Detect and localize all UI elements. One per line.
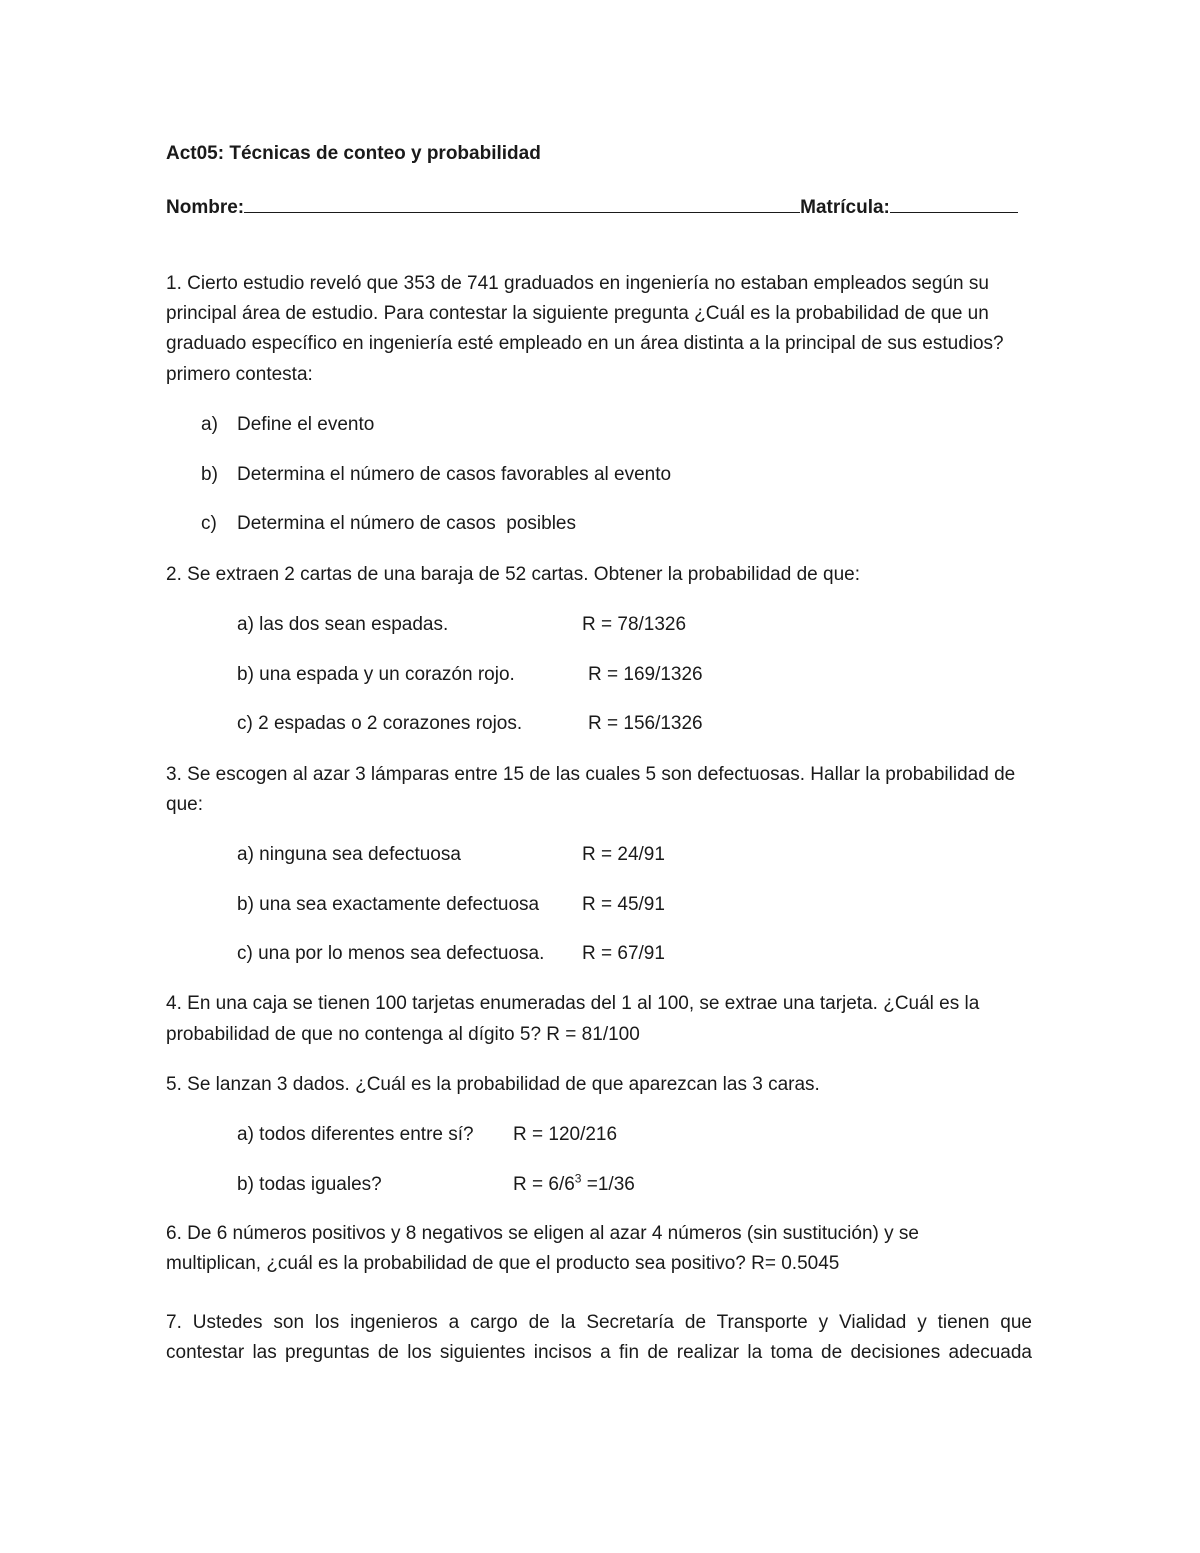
- q7-number: 7.: [166, 1312, 182, 1333]
- q1-item-a-text: Define el evento: [237, 414, 375, 435]
- nombre-blank: [244, 194, 800, 213]
- q5-item-b-text: b) todas iguales?: [237, 1174, 382, 1195]
- document-title: Act05: Técnicas de conteo y probabilidad: [166, 143, 541, 164]
- q3-item-a-text: a) ninguna sea defectuosa: [237, 844, 461, 865]
- q1-item-b-text: Determina el número de casos favorables al evento: [237, 464, 672, 485]
- nombre-label: Nombre:: [166, 197, 245, 218]
- q6-line-1: 6. De 6 números positivos y 8 negativos se eligen al azar 4 números (sin sustitución) y se: [166, 1223, 919, 1244]
- q2-line: 2. Se extraen 2 cartas de una baraja de 52 cartas. Obtener la probabilidad de que:: [166, 564, 860, 585]
- q1-line-1: 1. Cierto estudio reveló que 353 de 741 graduados en ingeniería no estaban empleados según su: [166, 273, 989, 294]
- q4-number: 4.: [166, 993, 182, 1014]
- q1-line-2: principal área de estudio. Para contestar la siguiente pregunta ¿Cuál es la probabilidad de que un: [166, 303, 989, 324]
- q2-item-c-text: c) 2 espadas o 2 corazones rojos.: [237, 713, 523, 734]
- q2-item-c-answer: R = 156/1326: [588, 713, 703, 734]
- q3-item-a-answer: R = 24/91: [582, 844, 665, 865]
- q5-item-a-answer: R = 120/216: [513, 1124, 618, 1145]
- q3-item-c-text: c) una por lo menos sea defectuosa.: [237, 943, 545, 964]
- matricula-label: Matrícula:: [800, 197, 890, 218]
- q3-item-c-answer: R = 67/91: [582, 943, 665, 964]
- q2-item-a-text: a) las dos sean espadas.: [237, 614, 449, 635]
- q3-item-b-text: b) una sea exactamente defectuosa: [237, 894, 540, 915]
- q3-line-1: 3. Se escogen al azar 3 lámparas entre 15 de las cuales 5 son defectuosas. Hallar la probabilidad de: [166, 764, 1016, 785]
- q5-item-a-text: a) todos diferentes entre sí?: [237, 1124, 474, 1145]
- q5-line: 5. Se lanzan 3 dados. ¿Cuál es la probabilidad de que aparezcan las 3 caras.: [166, 1074, 820, 1095]
- q1-item-b-label: b): [201, 464, 218, 485]
- q2-item-b-text: b) una espada y un corazón rojo.: [237, 664, 515, 685]
- q1-line-3: graduado específico en ingeniería esté empleado en un área distinta a la principal de sus estudios?: [166, 333, 1004, 354]
- q5-number: 5.: [166, 1074, 182, 1095]
- q7-line-1: 7. Ustedes son los ingenieros a cargo de la Secretaría de Transporte y Vialidad y tienen que: [166, 1312, 1032, 1333]
- q3-number: 3.: [166, 764, 182, 785]
- q2-item-b-answer: R = 169/1326: [588, 664, 703, 685]
- q1-item-c-text: Determina el número de casos posibles: [237, 513, 577, 534]
- q1-item-a-label: a): [201, 414, 218, 435]
- q3-line-2: que:: [166, 794, 203, 815]
- q1-number: 1.: [166, 273, 182, 294]
- q4-line-1: 4. En una caja se tienen 100 tarjetas enumeradas del 1 al 100, se extrae una tarjeta. ¿Cuál es la: [166, 993, 980, 1014]
- q5-item-b-answer: $R = 6/6^3 =1/36$: [513, 1171, 635, 1195]
- matricula-blank: [890, 194, 1018, 213]
- q2-number: 2.: [166, 564, 182, 585]
- q4-line-2: probabilidad de que no contenga al dígito 5? R = 81/100: [166, 1024, 640, 1045]
- q6-number: 6.: [166, 1223, 182, 1244]
- q3-item-b-answer: R = 45/91: [582, 894, 665, 915]
- q7-line-2: contestar las preguntas de los siguientes incisos a fin de realizar la toma de decisiones adecuada: [166, 1342, 1032, 1363]
- q2-item-a-answer: R = 78/1326: [582, 614, 687, 635]
- q1-line-4: primero contesta:: [166, 364, 313, 385]
- student-info-line: [166, 194, 1018, 220]
- q1-item-c-label: c): [201, 513, 217, 534]
- q6-line-2: multiplican, ¿cuál es la probabilidad de que el producto sea positivo? R= 0.5045: [166, 1253, 840, 1274]
